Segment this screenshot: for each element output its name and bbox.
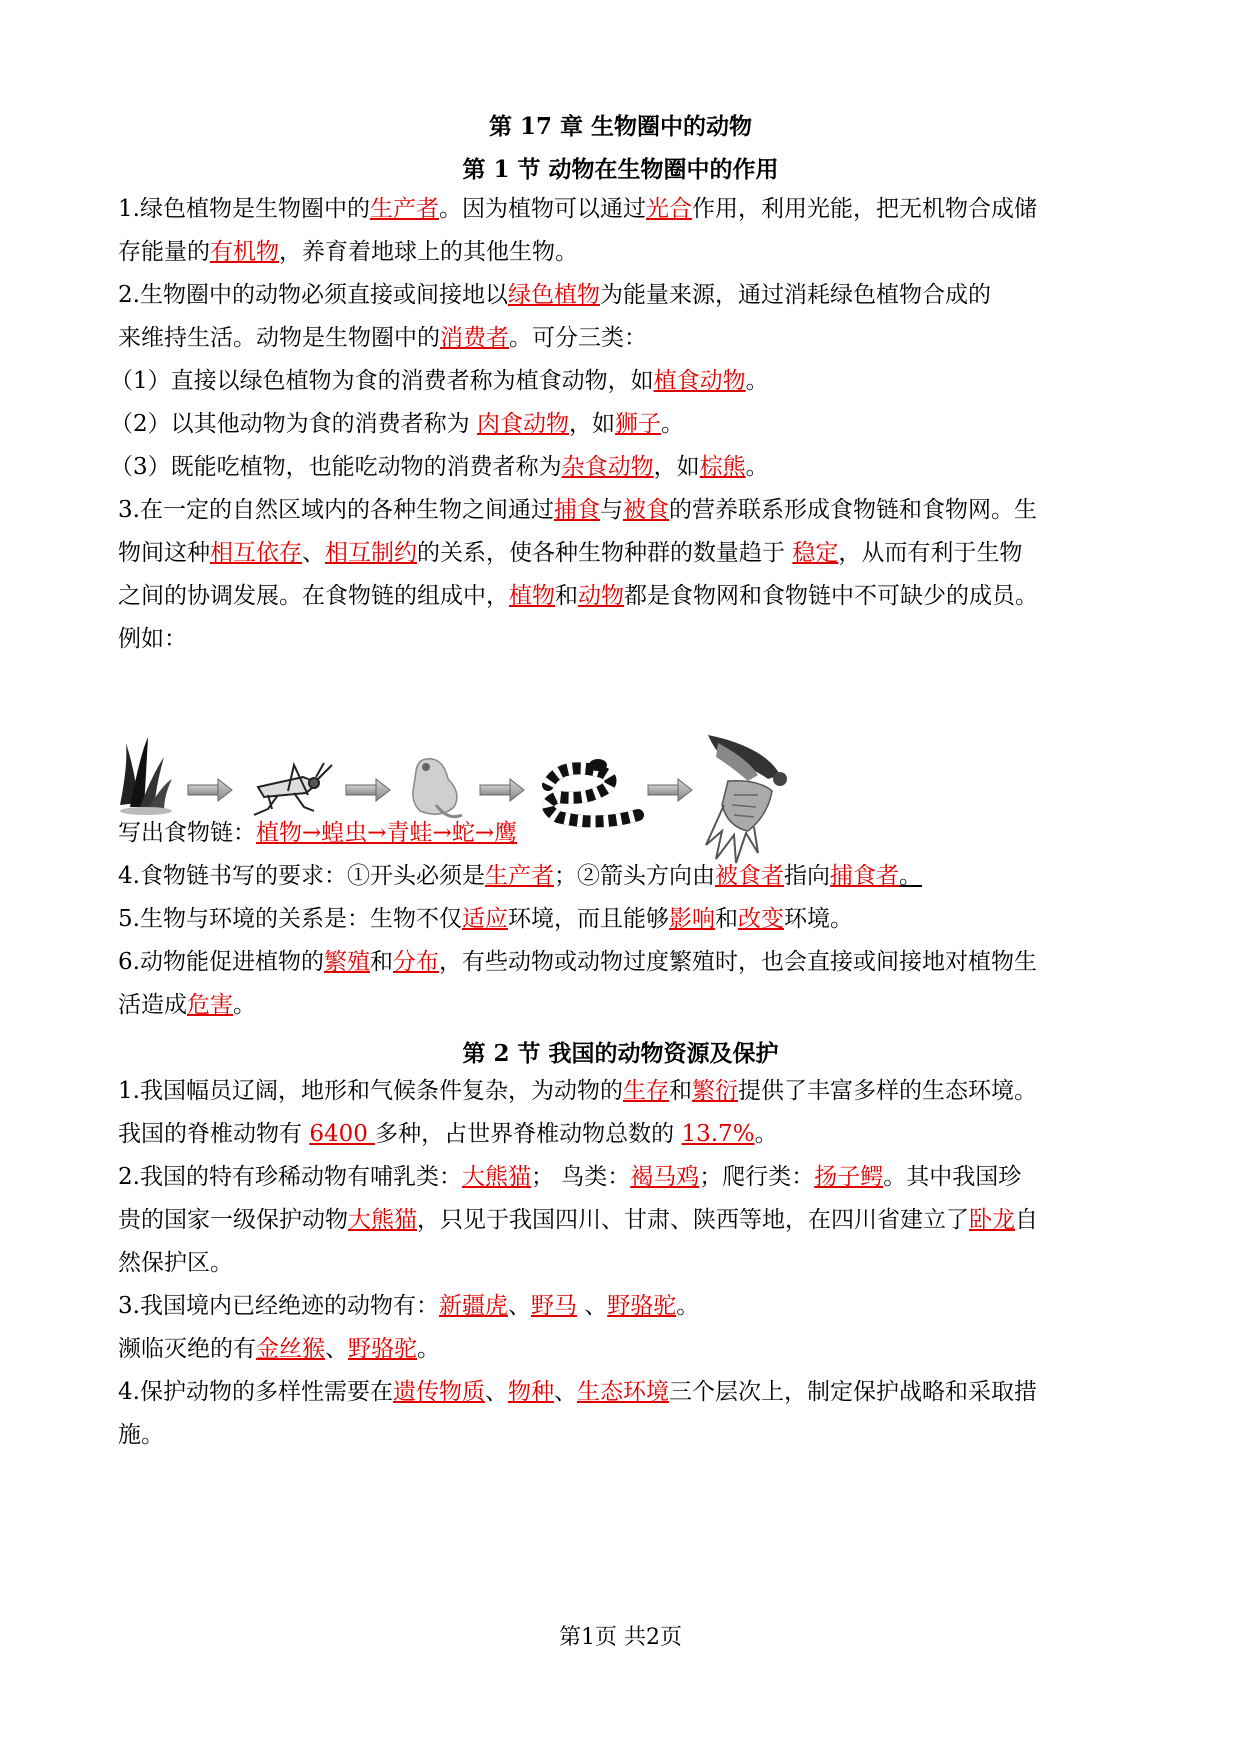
answer: 被食者: [714, 863, 784, 889]
answer: 大熊猫: [348, 1207, 417, 1233]
paragraph-s1-2c: （1）直接以绿色植物为食的消费者称为植食动物，如植食动物。: [110, 368, 769, 394]
paragraph-s2-2c: 然保护区。: [118, 1250, 233, 1276]
answer: 稳定: [792, 540, 839, 566]
chapter-title: 第 17 章 生物圈中的动物: [488, 113, 753, 140]
paragraph-s2-3a: 3.我国境内已经绝迹的动物有：新疆虎、野马 、野骆驼。: [118, 1293, 700, 1319]
paragraph-s1-3d: 例如：: [118, 626, 187, 652]
answer: 生态环境: [576, 1379, 669, 1405]
answer: 物种: [507, 1379, 554, 1405]
answer: 光合: [645, 196, 692, 222]
answer: 植食动物: [653, 368, 746, 394]
grass-icon: [120, 737, 172, 815]
answer: 肉食动物: [476, 411, 569, 437]
answer: 13.7%: [681, 1121, 755, 1147]
paragraph-s2-4b: 施。: [118, 1422, 164, 1448]
paragraph-food-chain-answer: 写出食物链：植物→蝗虫→青蛙→蛇→鹰: [118, 820, 518, 846]
answer: 野骆驼: [607, 1293, 677, 1319]
arrow-icon: [346, 779, 390, 801]
paragraph-s2-1a: 1.我国幅员辽阔，地形和气候条件复杂，为动物的生存和繁衍提供了丰富多样的生态环境。: [118, 1078, 1037, 1104]
answer: 捕食者: [829, 863, 899, 889]
answer: 改变: [737, 906, 784, 932]
section1-title: 第 1 节 动物在生物圈中的作用: [462, 156, 779, 183]
answer: 消费者: [440, 325, 509, 351]
frog-icon: [413, 759, 462, 817]
paragraph-s1-6b: 活造成危害。: [118, 992, 256, 1018]
answer: 卧龙: [969, 1207, 1015, 1233]
arrow-icon: [648, 779, 692, 801]
answer: 植物: [509, 583, 555, 609]
paragraph-s2-1b: 我国的脊椎动物有 6400 多种，占世界脊椎动物总数的 13.7%。: [118, 1121, 778, 1147]
answer: 相互依存: [210, 540, 302, 566]
paragraph-s2-4a: 4.保护动物的多样性需要在遗传物质、物种、生态环境三个层次上，制定保护战略和采取措: [118, 1379, 1037, 1405]
snake-icon: [548, 759, 638, 822]
answer: 生产者: [369, 196, 439, 222]
answer: 棕熊: [699, 454, 746, 480]
answer: 新疆虎: [438, 1293, 508, 1319]
answer: 分布: [392, 949, 439, 975]
answer: 适应: [461, 906, 508, 932]
answer: 繁衍: [691, 1078, 738, 1104]
answer: 危害: [187, 992, 233, 1018]
grasshopper-icon: [254, 763, 332, 815]
answer: 野骆驼: [348, 1336, 417, 1362]
arrow-icon: [480, 779, 524, 801]
answer: 相互制约: [325, 540, 417, 566]
arrow-icon: [188, 779, 232, 801]
paragraph-s1-4: 4.食物链书写的要求：①开头必须是生产者；②箭头方向由被食者指向捕食者。: [118, 863, 922, 889]
answer: 褐马鸡: [630, 1164, 700, 1190]
paragraph-s1-2b: 来维持生活。动物是生物圈中的消费者。可分三类：: [118, 325, 647, 351]
answer: 6400: [309, 1121, 376, 1147]
paragraph-s2-2b: 贵的国家一级保护动物大熊猫，只见于我国四川、甘肃、陕西等地，在四川省建立了卧龙自: [118, 1207, 1038, 1233]
answer: 生产者: [484, 863, 554, 889]
answer: 金丝猴: [256, 1336, 325, 1362]
paragraph-s1-3a: 3.在一定的自然区域内的各种生物之间通过捕食与被食的营养联系形成食物链和食物网。生: [118, 497, 1037, 523]
answer: 绿色植物: [507, 282, 600, 308]
answer: 繁殖: [323, 949, 370, 975]
answer: 影响: [668, 906, 715, 932]
answer: 有机物: [210, 239, 279, 265]
paragraph-s2-3b: 濒临灭绝的有金丝猴、野骆驼。: [118, 1336, 440, 1362]
paragraph-s1-2d: （2）以其他动物为食的消费者称为 肉食动物，如狮子。: [110, 411, 684, 437]
answer: 动物: [578, 583, 624, 609]
answer: 捕食: [553, 497, 600, 523]
paragraph-s1-3b: 物间这种相互依存、相互制约的关系，使各种生物种群的数量趋于 稳定，从而有利于生物: [118, 540, 1023, 566]
paragraph-s2-2a: 2.我国的特有珍稀动物有哺乳类：大熊猫； 鸟类：褐马鸡；爬行类：扬子鳄。其中我国珍: [118, 1164, 1022, 1190]
paragraph-s1-3c: 之间的协调发展。在食物链的组成中，植物和动物都是食物网和食物链中不可缺少的成员。: [118, 583, 1038, 609]
answer: 野马: [530, 1293, 577, 1319]
answer: 遗传物质: [392, 1379, 485, 1405]
answer: 大熊猫: [461, 1164, 531, 1190]
paragraph-s1-6a: 6.动物能促进植物的繁殖和分布，有些动物或动物过度繁殖时，也会直接或间接地对植物生: [118, 949, 1037, 975]
section2-title: 第 2 节 我国的动物资源及保护: [462, 1040, 779, 1067]
answer: 扬子鳄: [814, 1164, 884, 1190]
answer: 生存: [622, 1078, 669, 1104]
paragraph-s1-5: 5.生物与环境的关系是：生物不仅适应环境，而且能够影响和改变环境。: [118, 906, 853, 932]
answer: 被食: [622, 497, 669, 523]
answer: 狮子: [614, 411, 661, 437]
paragraph-s1-1b: 存能量的有机物，养育着地球上的其他生物。: [118, 239, 578, 265]
paragraph-s1-1a: 1.绿色植物是生物圈中的生产者。因为植物可以通过光合作用，利用光能，把无机物合成储: [118, 196, 1037, 222]
paragraph-s1-2e: （3）既能吃植物，也能吃动物的消费者称为杂食动物，如棕熊。: [110, 454, 769, 480]
paragraph-s1-2a: 2.生物圈中的动物必须直接或间接地以绿色植物为能量来源，通过消耗绿色植物合成的: [118, 282, 991, 308]
answer: 植物→蝗虫→青蛙→蛇→鹰: [256, 820, 518, 846]
answer: 杂食动物: [561, 454, 654, 480]
page-footer: 第1页 共2页: [559, 1625, 682, 1650]
